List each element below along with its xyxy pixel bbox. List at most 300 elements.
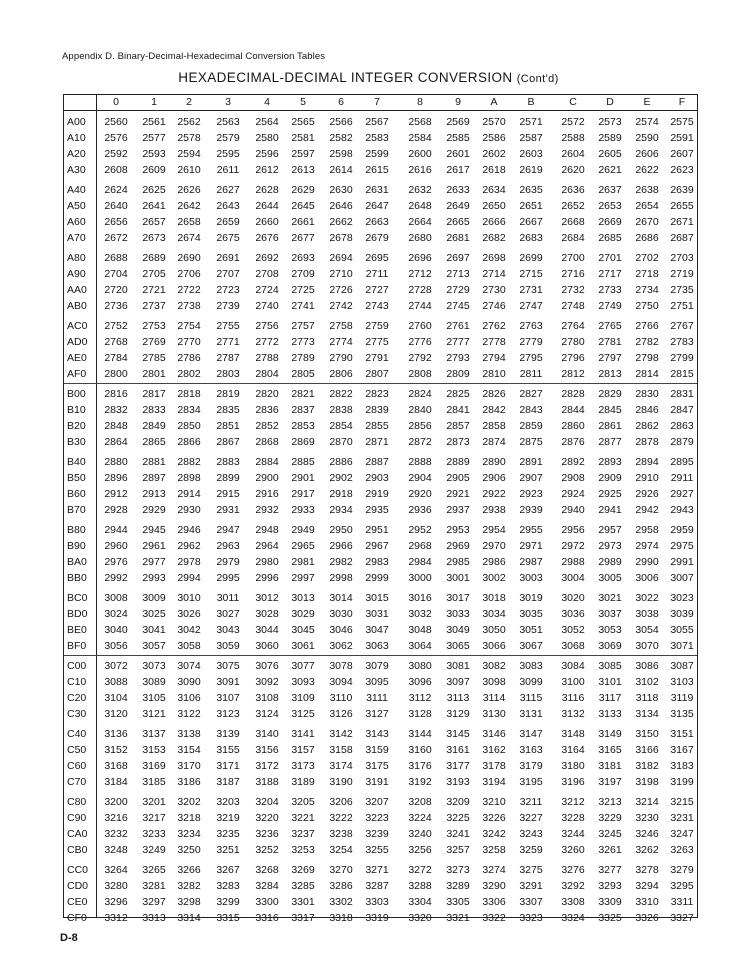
table-cell: 2782 [635, 336, 659, 348]
table-cell: 3164 [561, 744, 585, 756]
table-cell: 3212 [561, 796, 585, 808]
table-cell: 2697 [446, 252, 470, 264]
table-cell: 3312 [104, 912, 128, 924]
table-cell: 3214 [635, 796, 659, 808]
table-cell: 2801 [142, 368, 166, 380]
table-cell: 2934 [329, 504, 353, 516]
table-cell: 2903 [365, 472, 389, 484]
table-cell: 2716 [561, 268, 585, 280]
table-cell: 2843 [519, 404, 543, 416]
table-cell: 3002 [482, 572, 506, 584]
table-cell: 2976 [104, 556, 128, 568]
table-cell: 2740 [255, 300, 279, 312]
table-cell: 3261 [598, 844, 622, 856]
table-cell: 3256 [408, 844, 432, 856]
table-cell: 3162 [482, 744, 506, 756]
table-cell: 2598 [329, 148, 353, 160]
table-cell: 2807 [365, 368, 389, 380]
table-cell: 2858 [482, 420, 506, 432]
table-row [64, 726, 697, 742]
table-cell: 3240 [408, 828, 432, 840]
table-cell: 3297 [142, 896, 166, 908]
table-cell: 2805 [291, 368, 315, 380]
table-cell: 2704 [104, 268, 128, 280]
table-cell: 2662 [329, 216, 353, 228]
table-cell: 2890 [482, 456, 506, 468]
table-cell: 2845 [598, 404, 622, 416]
table-cell: 2700 [561, 252, 585, 264]
table-cell: 3291 [519, 880, 543, 892]
row-label: BF0 [67, 640, 87, 652]
table-cell: 2944 [104, 524, 128, 536]
table-cell: 2713 [446, 268, 470, 280]
table-cell: 2577 [142, 132, 166, 144]
table-cell: 2983 [365, 556, 389, 568]
table-cell: 2988 [561, 556, 585, 568]
table-cell: 2909 [598, 472, 622, 484]
table-cell: 3112 [408, 692, 432, 704]
table-cell: 2676 [255, 232, 279, 244]
table-cell: 2897 [142, 472, 166, 484]
table-cell: 2561 [142, 116, 166, 128]
row-label: A00 [67, 116, 86, 128]
table-cell: 2684 [561, 232, 585, 244]
table-cell: 3104 [104, 692, 128, 704]
table-cell: 2573 [598, 116, 622, 128]
table-cell: 2597 [291, 148, 315, 160]
table-cell: 2685 [598, 232, 622, 244]
table-cell: 2642 [177, 200, 201, 212]
table-cell: 2616 [408, 164, 432, 176]
table-cell: 3161 [446, 744, 470, 756]
table-cell: 2838 [329, 404, 353, 416]
table-cell: 2724 [255, 284, 279, 296]
row-label: C30 [67, 708, 87, 720]
table-cell: 2711 [365, 268, 389, 280]
column-header: 9 [455, 96, 461, 108]
table-cell: 2643 [216, 200, 240, 212]
table-row [64, 522, 697, 538]
row-label: A90 [67, 268, 86, 280]
table-cell: 2568 [408, 116, 432, 128]
page-number: D-8 [60, 932, 78, 944]
table-cell: 2803 [216, 368, 240, 380]
table-cell: 2848 [104, 420, 128, 432]
table-cell: 2686 [635, 232, 659, 244]
table-row [64, 162, 697, 178]
table-cell: 2675 [216, 232, 240, 244]
table-cell: 2618 [482, 164, 506, 176]
table-cell: 3120 [104, 708, 128, 720]
table-cell: 3195 [519, 776, 543, 788]
row-label: A40 [67, 184, 86, 196]
table-cell: 3005 [598, 572, 622, 584]
table-cell: 2877 [598, 436, 622, 448]
table-cell: 2962 [177, 540, 201, 552]
table-cell: 3169 [142, 760, 166, 772]
table-cell: 2973 [598, 540, 622, 552]
table-cell: 3145 [446, 728, 470, 740]
table-cell: 2620 [561, 164, 585, 176]
table-cell: 3106 [177, 692, 201, 704]
table-cell: 3121 [142, 708, 166, 720]
appendix-heading: Appendix D. Binary-Decimal-Hexadecimal Conversion Tables [62, 51, 326, 62]
table-cell: 2673 [142, 232, 166, 244]
table-cell: 2580 [255, 132, 279, 144]
table-cell: 3185 [142, 776, 166, 788]
table-cell: 3181 [598, 760, 622, 772]
table-row [64, 554, 697, 570]
column-header: 1 [151, 96, 157, 108]
table-cell: 2806 [329, 368, 353, 380]
table-cell: 2980 [255, 556, 279, 568]
table-cell: 3281 [142, 880, 166, 892]
table-cell: 2834 [177, 404, 201, 416]
table-cell: 3217 [142, 812, 166, 824]
table-cell: 2835 [216, 404, 240, 416]
table-cell: 3189 [291, 776, 315, 788]
table-cell: 3208 [408, 796, 432, 808]
table-cell: 3057 [142, 640, 166, 652]
table-cell: 3109 [291, 692, 315, 704]
table-cell: 2907 [519, 472, 543, 484]
table-cell: 3290 [482, 880, 506, 892]
table-cell: 2822 [329, 388, 353, 400]
table-cell: 2971 [519, 540, 543, 552]
row-label: CD0 [67, 880, 89, 892]
table-cell: 2989 [598, 556, 622, 568]
row-label: C00 [67, 660, 87, 672]
table-cell: 3310 [635, 896, 659, 908]
table-cell: 2702 [635, 252, 659, 264]
table-cell: 2929 [142, 504, 166, 516]
table-cell: 3322 [482, 912, 506, 924]
table-cell: 2761 [446, 320, 470, 332]
table-row [64, 638, 697, 654]
table-cell: 2753 [142, 320, 166, 332]
table-cell: 3049 [446, 624, 470, 636]
table-cell: 2712 [408, 268, 432, 280]
table-row [64, 486, 697, 502]
table-cell: 3180 [561, 760, 585, 772]
table-cell: 2725 [291, 284, 315, 296]
table-cell: 2987 [519, 556, 543, 568]
table-cell: 2696 [408, 252, 432, 264]
table-cell: 2878 [635, 436, 659, 448]
table-row [64, 334, 697, 350]
table-cell: 2793 [446, 352, 470, 364]
table-cell: 2682 [482, 232, 506, 244]
table-cell: 3097 [446, 676, 470, 688]
table-cell: 2737 [142, 300, 166, 312]
table-cell: 2610 [177, 164, 201, 176]
table-cell: 2904 [408, 472, 432, 484]
table-cell: 2607 [670, 148, 694, 160]
table-cell: 2741 [291, 300, 315, 312]
table-cell: 3216 [104, 812, 128, 824]
table-cell: 3246 [635, 828, 659, 840]
table-cell: 2926 [635, 488, 659, 500]
table-cell: 2648 [408, 200, 432, 212]
table-cell: 2622 [635, 164, 659, 176]
table-cell: 3065 [446, 640, 470, 652]
table-cell: 2819 [216, 388, 240, 400]
table-cell: 2825 [446, 388, 470, 400]
table-cell: 2726 [329, 284, 353, 296]
table-cell: 2954 [482, 524, 506, 536]
table-cell: 2791 [365, 352, 389, 364]
table-cell: 2720 [104, 284, 128, 296]
column-header: D [606, 96, 614, 108]
table-cell: 2579 [216, 132, 240, 144]
table-cell: 2699 [519, 252, 543, 264]
table-cell: 2893 [598, 456, 622, 468]
conversion-table [63, 94, 698, 924]
table-cell: 3130 [482, 708, 506, 720]
table-cell: 3262 [635, 844, 659, 856]
table-cell: 3268 [255, 864, 279, 876]
table-cell: 2719 [670, 268, 694, 280]
table-cell: 2792 [408, 352, 432, 364]
table-row [64, 366, 697, 382]
table-cell: 3236 [255, 828, 279, 840]
table-cell: 3302 [329, 896, 353, 908]
row-label: AD0 [67, 336, 88, 348]
table-cell: 2746 [482, 300, 506, 312]
table-cell: 3280 [104, 880, 128, 892]
table-cell: 3053 [598, 624, 622, 636]
row-label: CC0 [67, 864, 89, 876]
table-cell: 3263 [670, 844, 694, 856]
table-row [64, 250, 697, 266]
table-cell: 2656 [104, 216, 128, 228]
table-cell: 3244 [561, 828, 585, 840]
table-cell: 2868 [255, 436, 279, 448]
table-cell: 2953 [446, 524, 470, 536]
table-cell: 3125 [291, 708, 315, 720]
table-cell: 2905 [446, 472, 470, 484]
table-cell: 3213 [598, 796, 622, 808]
table-cell: 2600 [408, 148, 432, 160]
table-cell: 3155 [216, 744, 240, 756]
table-cell: 2771 [216, 336, 240, 348]
table-cell: 2810 [482, 368, 506, 380]
page-title [0, 70, 737, 85]
table-cell: 3172 [255, 760, 279, 772]
table-cell: 3128 [408, 708, 432, 720]
table-cell: 2994 [177, 572, 201, 584]
table-cell: 2721 [142, 284, 166, 296]
table-cell: 3024 [104, 608, 128, 620]
table-cell: 2569 [446, 116, 470, 128]
table-cell: 2564 [255, 116, 279, 128]
row-label: CE0 [67, 896, 88, 908]
table-cell: 2617 [446, 164, 470, 176]
row-label: C90 [67, 812, 87, 824]
table-cell: 3289 [446, 880, 470, 892]
table-cell: 3295 [670, 880, 694, 892]
table-row [64, 538, 697, 554]
table-cell: 3273 [446, 864, 470, 876]
table-cell: 2754 [177, 320, 201, 332]
table-cell: 3006 [635, 572, 659, 584]
table-cell: 3070 [635, 640, 659, 652]
table-cell: 3184 [104, 776, 128, 788]
table-row [64, 774, 697, 790]
table-cell: 2933 [291, 504, 315, 516]
table-cell: 3278 [635, 864, 659, 876]
table-cell: 3094 [329, 676, 353, 688]
row-label: C80 [67, 796, 87, 808]
table-cell: 3143 [365, 728, 389, 740]
table-cell: 3014 [329, 592, 353, 604]
table-cell: 2981 [291, 556, 315, 568]
table-cell: 2778 [482, 336, 506, 348]
table-cell: 2706 [177, 268, 201, 280]
table-cell: 2695 [365, 252, 389, 264]
table-cell: 3020 [561, 592, 585, 604]
table-cell: 3011 [216, 592, 240, 604]
table-cell: 3042 [177, 624, 201, 636]
table-cell: 2688 [104, 252, 128, 264]
table-cell: 3117 [598, 692, 622, 704]
table-cell: 2975 [670, 540, 694, 552]
table-cell: 2727 [365, 284, 389, 296]
table-cell: 2629 [291, 184, 315, 196]
table-cell: 2780 [561, 336, 585, 348]
table-cell: 2661 [291, 216, 315, 228]
table-cell: 3141 [291, 728, 315, 740]
table-cell: 2952 [408, 524, 432, 536]
table-cell: 3286 [329, 880, 353, 892]
table-cell: 2949 [291, 524, 315, 536]
table-cell: 2636 [561, 184, 585, 196]
table-cell: 2567 [365, 116, 389, 128]
table-row [64, 690, 697, 706]
table-cell: 3100 [561, 676, 585, 688]
table-cell: 2693 [291, 252, 315, 264]
table-cell: 2854 [329, 420, 353, 432]
table-cell: 3277 [598, 864, 622, 876]
table-cell: 2972 [561, 540, 585, 552]
table-cell: 2906 [482, 472, 506, 484]
row-label: B40 [67, 456, 86, 468]
table-cell: 2986 [482, 556, 506, 568]
table-cell: 2959 [670, 524, 694, 536]
table-cell: 3101 [598, 676, 622, 688]
row-label: C20 [67, 692, 87, 704]
table-cell: 2942 [635, 504, 659, 516]
table-cell: 3080 [408, 660, 432, 672]
table-cell: 2936 [408, 504, 432, 516]
table-cell: 2974 [635, 540, 659, 552]
table-cell: 2931 [216, 504, 240, 516]
table-cell: 3158 [329, 744, 353, 756]
table-cell: 3133 [598, 708, 622, 720]
table-cell: 3258 [482, 844, 506, 856]
row-label: B20 [67, 420, 86, 432]
table-cell: 3031 [365, 608, 389, 620]
table-cell: 2824 [408, 388, 432, 400]
row-label: B50 [67, 472, 86, 484]
table-cell: 2645 [291, 200, 315, 212]
table-row [64, 502, 697, 518]
table-cell: 2728 [408, 284, 432, 296]
table-cell: 3044 [255, 624, 279, 636]
table-cell: 2911 [670, 472, 694, 484]
table-cell: 2722 [177, 284, 201, 296]
table-cell: 3046 [329, 624, 353, 636]
table-cell: 3151 [670, 728, 694, 740]
table-cell: 3033 [446, 608, 470, 620]
table-cell: 3062 [329, 640, 353, 652]
table-cell: 2872 [408, 436, 432, 448]
table-cell: 2785 [142, 352, 166, 364]
table-cell: 2919 [365, 488, 389, 500]
table-cell: 2589 [598, 132, 622, 144]
table-row [64, 742, 697, 758]
table-cell: 2849 [142, 420, 166, 432]
table-cell: 2951 [365, 524, 389, 536]
table-cell: 2651 [519, 200, 543, 212]
table-row [64, 606, 697, 622]
table-cell: 2932 [255, 504, 279, 516]
table-cell: 2595 [216, 148, 240, 160]
table-cell: 3058 [177, 640, 201, 652]
table-cell: 3300 [255, 896, 279, 908]
table-cell: 2984 [408, 556, 432, 568]
table-cell: 3039 [670, 608, 694, 620]
table-cell: 2590 [635, 132, 659, 144]
row-label: C50 [67, 744, 87, 756]
table-cell: 2982 [329, 556, 353, 568]
table-row [64, 266, 697, 282]
table-cell: 2958 [635, 524, 659, 536]
table-cell: 3201 [142, 796, 166, 808]
table-cell: 2562 [177, 116, 201, 128]
table-cell: 3119 [670, 692, 694, 704]
table-cell: 2837 [291, 404, 315, 416]
table-cell: 2710 [329, 268, 353, 280]
table-cell: 2887 [365, 456, 389, 468]
table-cell: 2709 [291, 268, 315, 280]
table-cell: 3107 [216, 692, 240, 704]
table-cell: 3037 [598, 608, 622, 620]
table-cell: 2808 [408, 368, 432, 380]
table-cell: 2653 [598, 200, 622, 212]
table-cell: 2977 [142, 556, 166, 568]
table-cell: 2627 [216, 184, 240, 196]
table-cell: 3253 [291, 844, 315, 856]
table-cell: 3023 [670, 592, 694, 604]
table-cell: 2749 [598, 300, 622, 312]
table-cell: 3285 [291, 880, 315, 892]
table-cell: 3311 [670, 896, 694, 908]
table-cell: 2763 [519, 320, 543, 332]
table-cell: 3178 [482, 760, 506, 772]
table-cell: 2921 [446, 488, 470, 500]
table-cell: 3092 [255, 676, 279, 688]
table-cell: 2786 [177, 352, 201, 364]
table-cell: 2995 [216, 572, 240, 584]
table-cell: 2757 [291, 320, 315, 332]
table-cell: 2762 [482, 320, 506, 332]
table-cell: 3318 [329, 912, 353, 924]
table-row [64, 826, 697, 842]
table-cell: 2781 [598, 336, 622, 348]
table-cell: 3012 [255, 592, 279, 604]
table-cell: 3254 [329, 844, 353, 856]
